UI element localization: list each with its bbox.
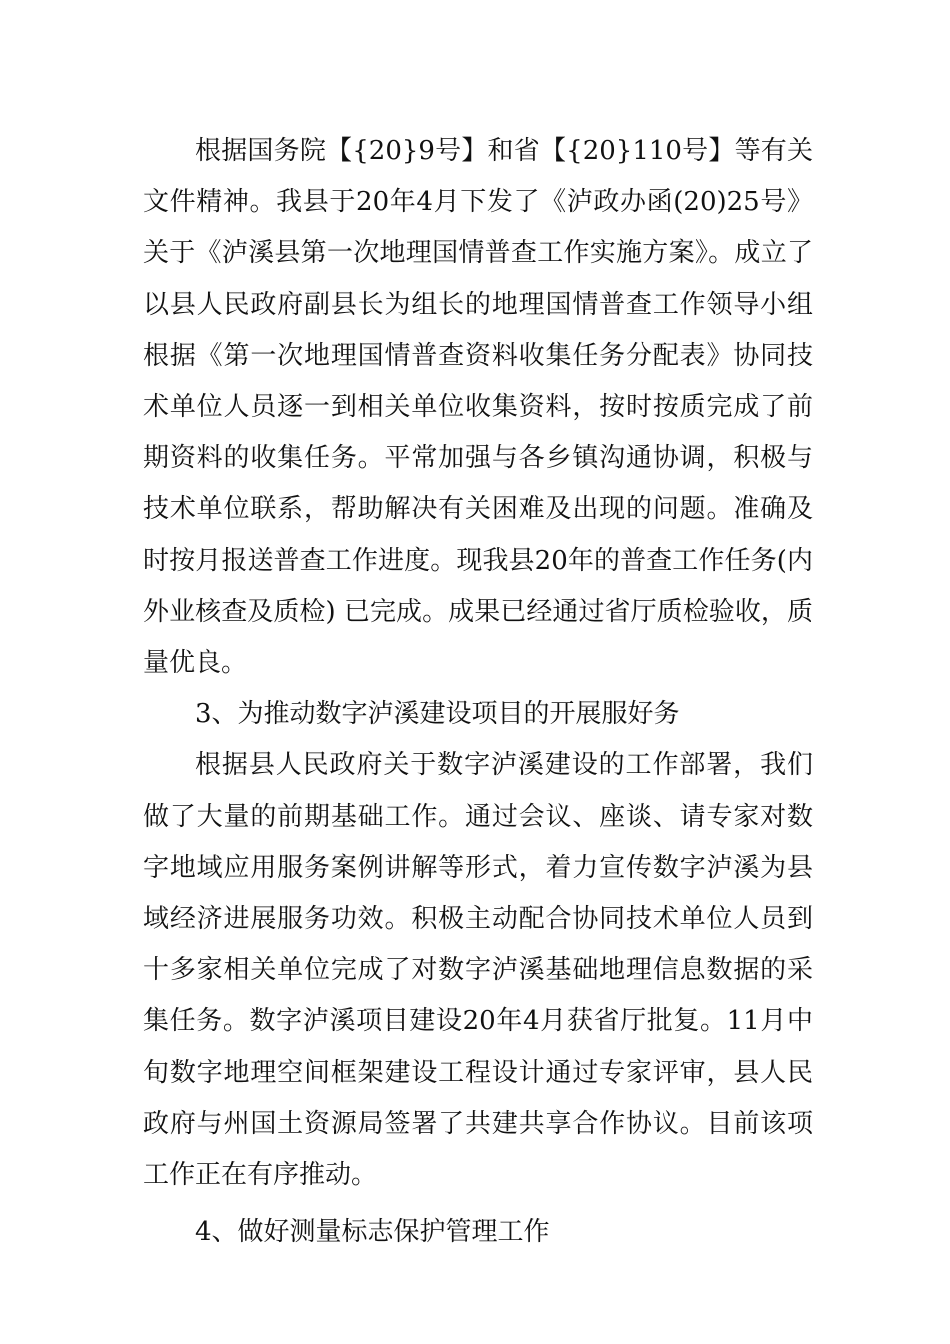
section-heading-4: 4、做好测量标志保护管理工作 — [195, 1217, 550, 1248]
paragraph-census-work: 根据国务院【{20}9号】和省【{20}110号】等有关文件精神。我县于20年4月下发了《泸政办函(20)25号》关于《泸溪县第一次地理国情普查工作实施方案》。成立了以县人民政府副县长为组长的地理国情普查工作领导小组根据《第一次地理国情普查资料收集任务分配表》协同技术单位人员逐一到相关单位收集资料，按时按质完成了前期资料的收集任务。平常加强与各乡镇沟通协调，积极与技术单位联系，帮助解决有关困难及出现的问题。准确及时按月报送普查工作进度。现我县20年的普查工作任务(内外业核查及质检) 已完成。成果已经通过省厅质检验收，质量优良。 — [143, 136, 813, 679]
document-body — [143, 126, 813, 1258]
section-heading-3: 3、为推动数字泸溪建设项目的开展服好务 — [195, 699, 680, 730]
paragraph-digital-luxi: 根据县人民政府关于数字泸溪建设的工作部署，我们做了大量的前期基础工作。通过会议、座谈、请专家对数字地域应用服务案例讲解等形式，着力宣传数字泸溪为县域经济进展服务功效。积极主动配合协同技术单位人员到十多家相关单位完成了对数字泸溪基础地理信息数据的采集任务。数字泸溪项目建设20年4月获省厅批复。11月中旬数字地理空间框架建设工程设计通过专家评审，县人民政府与州国土资源局签署了共建共享合作协议。目前该项工作正在有序推动。 — [143, 750, 813, 1191]
